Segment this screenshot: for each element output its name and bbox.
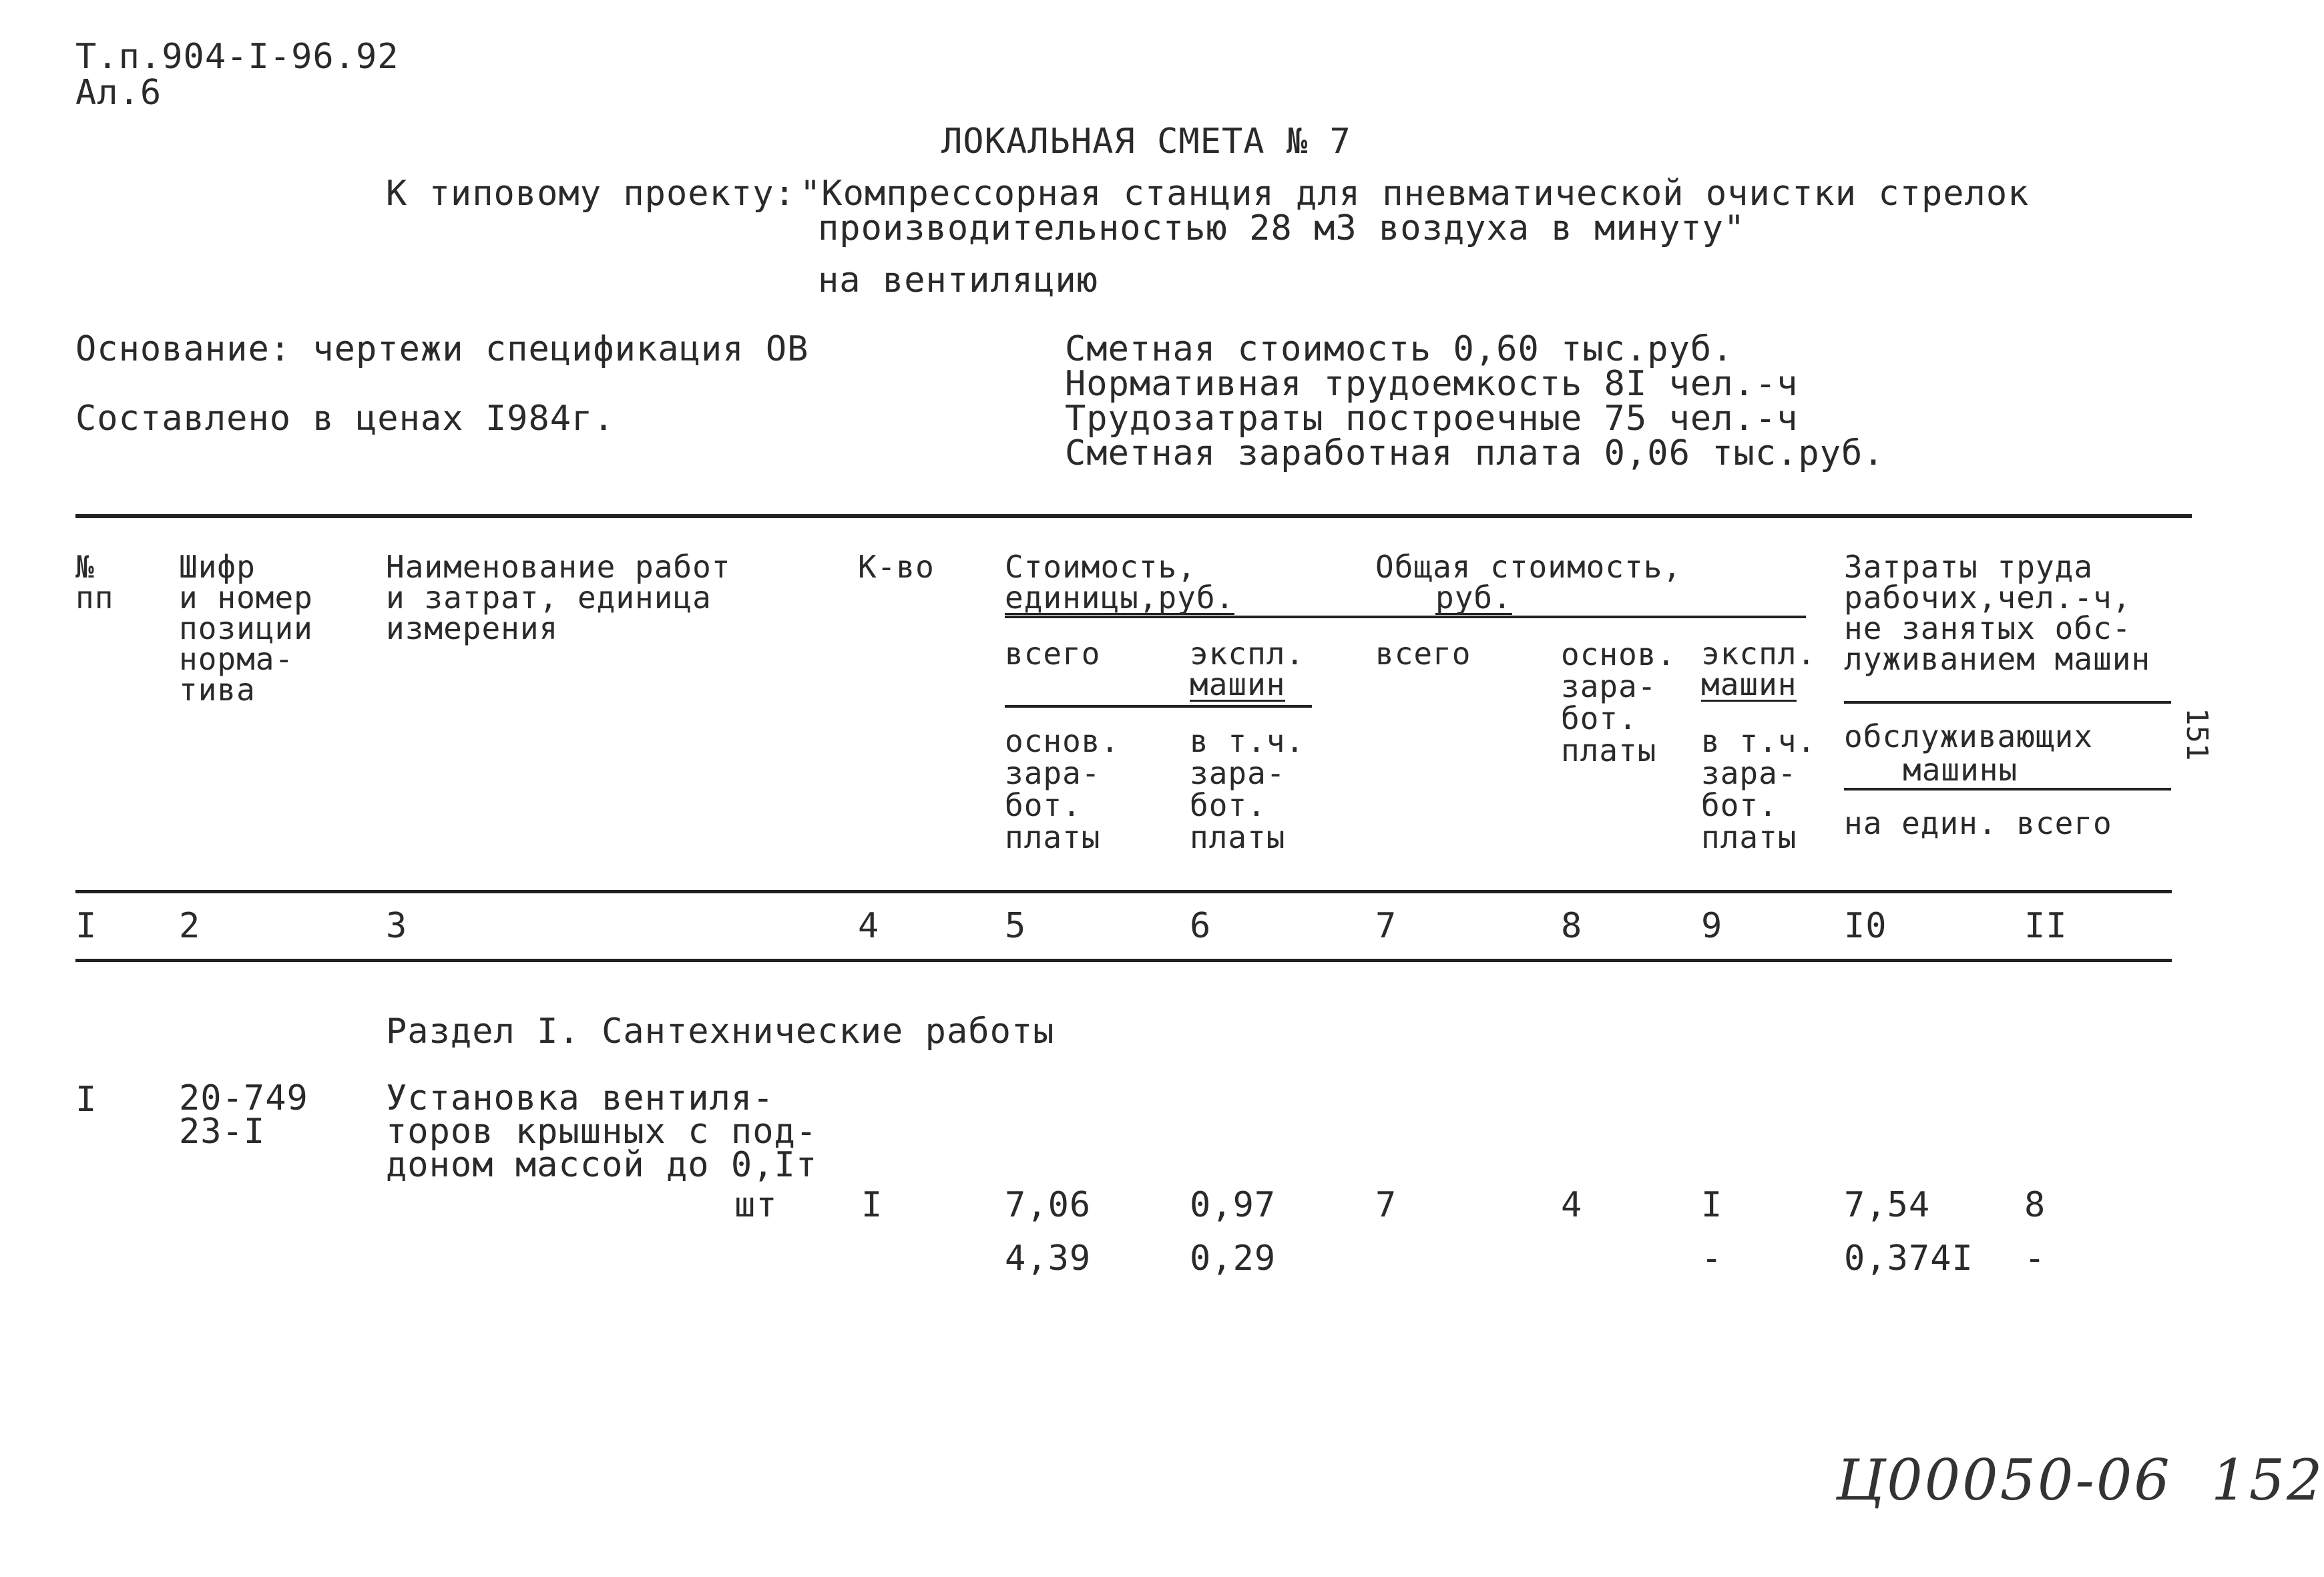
row-unit-total: 7,06: [1005, 1185, 1092, 1225]
row-unit-machines: 0,97: [1190, 1185, 1276, 1225]
row-qty: I: [861, 1185, 883, 1225]
row-number: I: [75, 1080, 97, 1120]
unit-cost-rule: [1005, 616, 1806, 618]
row-total-basic-wages: 4: [1561, 1185, 1583, 1225]
construction-labor: Трудозатраты построечные 75 чел.-ч: [1065, 399, 1799, 439]
column-number: II: [2024, 906, 2068, 946]
labor-service-subheader: машины: [1903, 752, 2018, 788]
unit-cost-subheader: единицы,руб.: [1005, 580, 1235, 616]
total-basic-wages-header: основ. зара- бот. платы: [1561, 636, 1676, 768]
column-number: I: [75, 906, 97, 946]
row-labor-per-unit: 7,54: [1844, 1185, 1931, 1225]
row-unit-basic-wages: 4,39: [1005, 1238, 1092, 1279]
col-code-header: Шифр и номер позиции норма- тива: [179, 549, 313, 708]
unit-machines-header: экспл.: [1190, 636, 1305, 672]
prices-text: Составлено в ценах I984г.: [75, 399, 615, 439]
column-number: 8: [1561, 906, 1583, 946]
table-top-rule: [75, 514, 2192, 518]
row-total-machines: I: [1701, 1185, 1723, 1225]
col-qty-header: К-во: [858, 549, 935, 585]
project-prefix: К типовому проекту:: [386, 174, 796, 214]
column-number: I0: [1844, 906, 1887, 946]
normative-labor: Нормативная трудоемкость 8I чел.-ч: [1065, 364, 1799, 404]
col-name-header: Наименование работ и затрат, единица измерения: [386, 549, 731, 646]
project-name-line2: производительностью 28 м3 воздуха в минуту": [818, 208, 1746, 248]
unit-cost-header: Стоимость,: [1005, 549, 1196, 585]
row-service-per-unit: 0,374I: [1844, 1238, 1973, 1279]
column-number: 9: [1701, 906, 1723, 946]
labor-service-rule: [1844, 788, 2171, 791]
row-labor-total: 8: [2024, 1185, 2046, 1225]
row-total-incl-wages: -: [1701, 1238, 1723, 1279]
labor-header: Затраты труда рабочих,чел.-ч, не занятых обс- луживанием машин: [1844, 549, 2151, 677]
section-title: Раздел I. Сантехнические работы: [386, 1011, 1055, 1052]
column-number: 3: [386, 906, 408, 946]
row-unit: шт: [734, 1185, 778, 1225]
unit-split-rule: [1005, 705, 1312, 708]
album-number: Ал.6: [75, 73, 162, 113]
document-title: ЛОКАЛЬНАЯ СМЕТА № 7: [941, 122, 1351, 162]
column-number: 6: [1190, 906, 1212, 946]
column-number: 5: [1005, 906, 1027, 946]
row-code: 20-749 23-I: [179, 1078, 308, 1152]
total-incl-wages-header: в т.ч. зара- бот. платы: [1701, 723, 1817, 855]
unit-basic-wages-header: основ. зара- бот. платы: [1005, 723, 1120, 855]
colnum-bottom-rule: [75, 959, 2172, 962]
margin-page-number: 151: [2180, 708, 2214, 761]
labor-per-unit-header: на един. всего: [1844, 805, 2112, 841]
total-cost-header: Общая стоимость,: [1375, 549, 1682, 585]
unit-incl-wages-header: в т.ч. зара- бот. платы: [1190, 723, 1305, 855]
project-name-line1: "Компрессорная станция для пневматической очистки стрелок: [800, 174, 2030, 214]
labor-service-header: обслуживающих: [1844, 718, 2094, 754]
total-machines-subheader: машин: [1701, 666, 1797, 702]
row-unit-incl-wages: 0,29: [1190, 1238, 1276, 1279]
row-total-all: 7: [1375, 1185, 1397, 1225]
unit-machines-subheader: машин: [1190, 666, 1286, 702]
estimated-wages: Сметная заработная плата 0,06 тыс.руб.: [1065, 433, 1885, 473]
total-all-header: всего: [1375, 636, 1471, 672]
col-number-header: № пп: [75, 549, 114, 616]
row-name: Установка вентиля- торов крышных с под- доном массой до 0,Iт: [386, 1078, 818, 1185]
column-number: 7: [1375, 906, 1397, 946]
estimate-subject: на вентиляцию: [818, 260, 1098, 300]
unit-total-header: всего: [1005, 636, 1101, 672]
estimated-cost: Сметная стоимость 0,60 тыс.руб.: [1065, 329, 1734, 369]
labor-split-rule: [1844, 701, 2171, 704]
project-code: Т.п.904-I-96.92: [75, 37, 399, 77]
total-cost-subheader: руб.: [1435, 580, 1512, 616]
basis-text: Основание: чертежи спецификация ОВ: [75, 329, 809, 369]
total-machines-header: экспл.: [1701, 636, 1817, 672]
handwritten-note: Ц00050-06 152: [1836, 1447, 2324, 1513]
header-bottom-rule: [75, 890, 2172, 893]
column-number: 2: [179, 906, 201, 946]
row-service-total: -: [2024, 1238, 2046, 1279]
column-number: 4: [858, 906, 880, 946]
